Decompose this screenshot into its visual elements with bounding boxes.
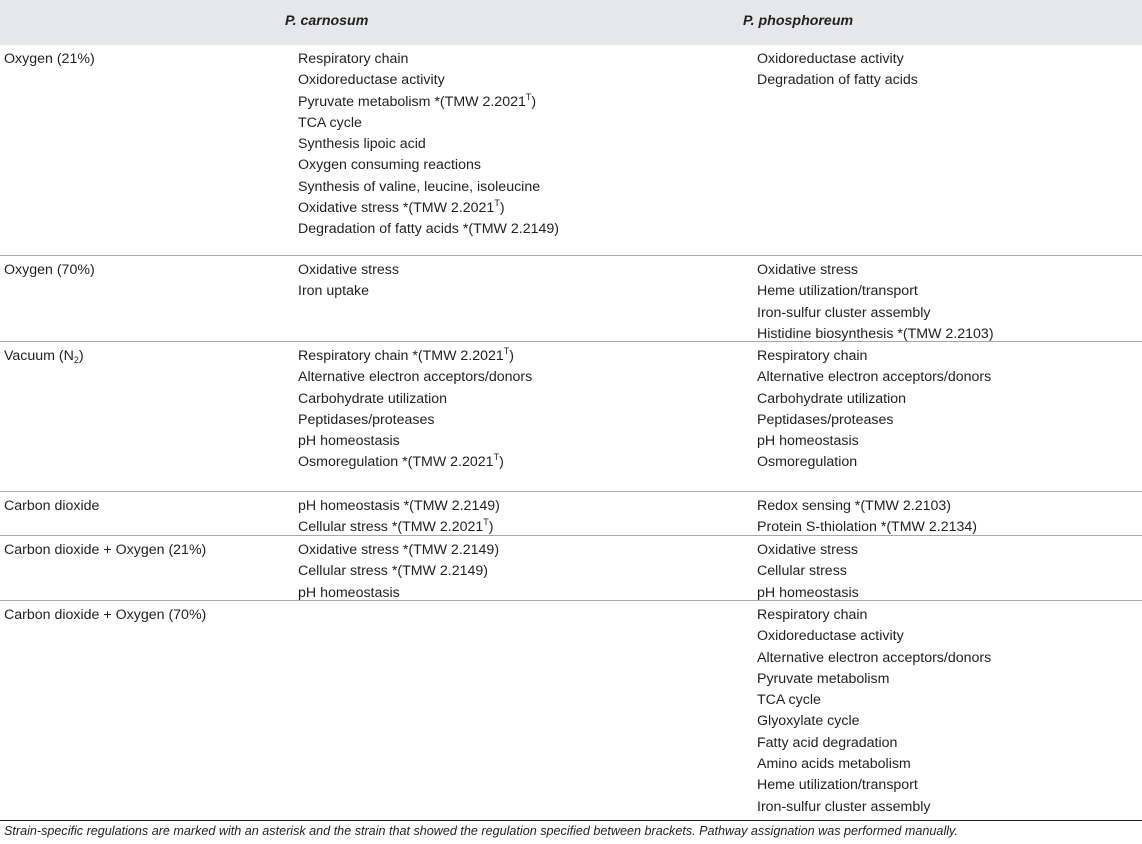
pathway-item: Peptidases/proteases <box>757 411 894 428</box>
condition-cell: Vacuum $(N_2)$ <box>4 348 84 365</box>
pathway-item: Iron uptake <box>298 283 369 300</box>
pathway-item: Oxidoreductase activity <box>298 72 445 89</box>
pathway-item: Oxidative stress <box>298 262 399 278</box>
pathway-item: Alternative electron acceptors/donors <box>757 369 992 386</box>
condition-cell: Carbon dioxide + Oxygen (21%) <box>4 542 207 558</box>
table-body <box>0 45 1142 821</box>
pathway-item: Peptidases/proteases <box>298 411 435 428</box>
carnosum-cell <box>298 540 499 604</box>
pathway-item: Oxidative stress <box>757 262 858 278</box>
pathway-item: Cellular stress *(TMW $2.2021^T$) <box>298 517 494 536</box>
pathway-item: TCA cycle <box>298 114 362 131</box>
pathway-item: Alternative electron acceptors/donors <box>757 649 992 666</box>
pathway-item: Synthesis lipoic acid <box>298 136 426 153</box>
phosphoreum-cell <box>757 49 918 92</box>
carnosum-cell <box>298 49 559 241</box>
pathway-item: pH homeostasis <box>757 584 859 601</box>
table-row <box>0 341 1142 491</box>
table-row <box>0 45 1142 255</box>
pathway-item: Cellular stress <box>757 563 847 580</box>
pathway-item: Iron-sulfur cluster assembly <box>757 798 931 815</box>
pathway-item: pH homeostasis <box>298 433 400 450</box>
table-footnote: Strain-specific regulations are marked with an asterisk and the strain that showed the regulation specified between brackets. Pathway assignation was performed manually. <box>4 824 958 838</box>
pathway-item: Respiratory chain <box>298 51 409 67</box>
pathway-item: pH homeostasis <box>757 433 859 450</box>
condition-cell: Oxygen (21%) <box>4 51 95 67</box>
phosphoreum-cell <box>757 496 977 539</box>
pathway-item: Redox sensing *(TMW 2.2103) <box>757 498 951 514</box>
pathway-item: Glyoxylate cycle <box>757 713 860 730</box>
pathway-item: TCA cycle <box>757 692 821 709</box>
phosphoreum-cell <box>757 605 991 818</box>
carnosum-cell <box>298 496 500 539</box>
pathway-item: Carbohydrate utilization <box>298 390 448 407</box>
phosphoreum-cell <box>757 540 859 604</box>
pathway-item: Alternative electron acceptors/donors <box>298 369 533 386</box>
pathway-item: Oxidative stress *(TMW $2.2021^T$) <box>298 198 505 217</box>
pathway-item: Synthesis of valine, leucine, isoleucine <box>298 178 541 195</box>
condition-cell: Carbon dioxide <box>4 498 100 514</box>
pathway-item: Oxidoreductase activity <box>757 628 904 645</box>
table-header <box>0 0 1142 45</box>
header-p-phosphoreum: P. phosphoreum <box>743 13 854 29</box>
pathway-item: Oxygen consuming reactions <box>298 157 481 174</box>
condition-cell: Carbon dioxide + Oxygen (70%) <box>4 607 207 623</box>
pathway-item: Degradation of fatty acids *(TMW 2.2149) <box>298 221 560 238</box>
pathway-item: Amino acids metabolism <box>757 756 911 773</box>
pathway-item: Oxidative stress <box>757 542 858 558</box>
pathway-item: Degradation of fatty acids <box>757 72 918 89</box>
pathway-item: Oxidative stress *(TMW 2.2149) <box>298 542 500 558</box>
phosphoreum-cell <box>757 346 991 474</box>
pathway-item: Heme utilization/transport <box>757 283 918 300</box>
pathway-item: Carbohydrate utilization <box>757 390 907 407</box>
table-row <box>0 535 1142 600</box>
carnosum-cell <box>298 346 532 474</box>
pathway-item: Osmoregulation *(TMW $2.2021^T$) <box>298 452 504 471</box>
pathway-item: Fatty acid degradation <box>757 734 898 751</box>
pathway-item: Cellular stress *(TMW 2.2149) <box>298 563 489 580</box>
pathway-item: Respiratory chain *(TMW $2.2021^T$) <box>298 346 515 364</box>
table-row <box>0 600 1142 820</box>
pathway-item: Respiratory chain <box>757 348 868 364</box>
pathway-item: Protein S-thiolation *(TMW 2.2134) <box>757 519 977 536</box>
header-p-carnosum: P. carnosum <box>285 13 369 29</box>
pathway-item: Pyruvate metabolism <box>757 670 890 687</box>
pathway-item: pH homeostasis <box>298 584 400 601</box>
pathway-item: Oxidoreductase activity <box>757 51 904 67</box>
pathway-item: Pyruvate metabolism *(TMW $2.2021^T$) <box>298 91 537 110</box>
pathway-item: Respiratory chain <box>757 607 868 623</box>
pathway-item: pH homeostasis *(TMW 2.2149) <box>298 498 500 514</box>
table-row <box>0 491 1142 535</box>
condition-cell: Oxygen (70%) <box>4 262 95 278</box>
table-row <box>0 255 1142 341</box>
pathway-item: Heme utilization/transport <box>757 777 918 794</box>
pathway-item: Osmoregulation <box>757 454 858 471</box>
phosphoreum-cell <box>757 260 994 345</box>
carnosum-cell <box>298 260 399 303</box>
pathway-item: Iron-sulfur cluster assembly <box>757 304 931 321</box>
pathway-item: Histidine biosynthesis *(TMW 2.2103) <box>757 325 994 342</box>
